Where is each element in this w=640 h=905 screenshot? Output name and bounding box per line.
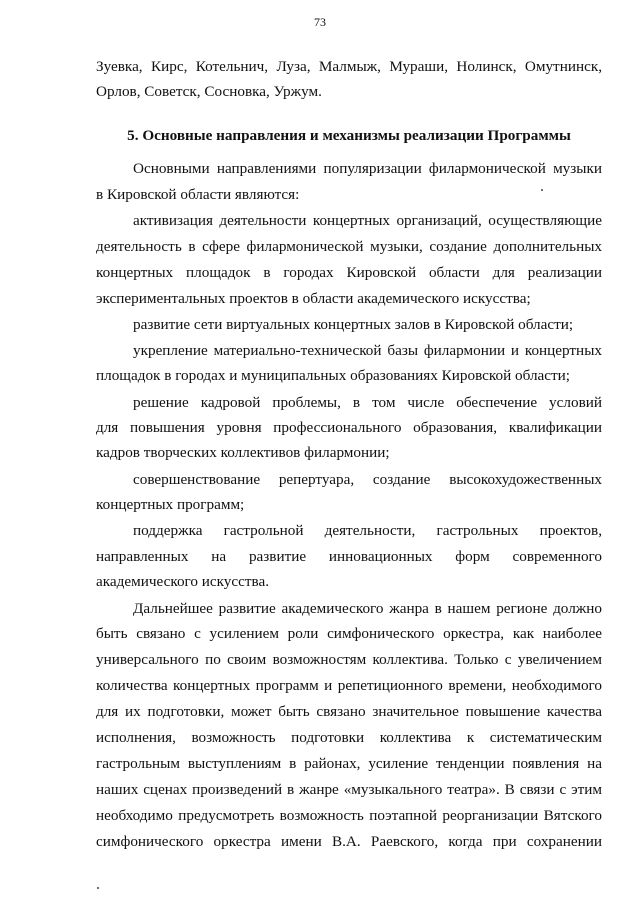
text-line: в Кировской области являются: bbox=[96, 186, 300, 203]
text-line: кадров творческих коллективов филармонии; bbox=[96, 444, 390, 461]
text-line: концертных программ; bbox=[96, 496, 245, 513]
page-number: 73 bbox=[314, 15, 326, 29]
text-line: активизация деятельности концертных организаций, осуществляющие bbox=[133, 212, 602, 229]
text-line: площадок в городах и муниципальных образованиях Кировской области; bbox=[96, 367, 571, 384]
text-line: укрепление материально-технической базы филармонии и концертных bbox=[133, 342, 602, 359]
text-line: совершенствование репертуара, создание высокохудожественных bbox=[133, 471, 602, 488]
text-line: количества концертных программ и репетиционного времени, необходимого bbox=[96, 677, 602, 694]
text-line: гастрольным выступлениям в районах, усиление тенденции появления на bbox=[96, 755, 602, 772]
text-line: Основными направлениями популяризации филармонической музыки bbox=[133, 160, 602, 177]
text-line: деятельность в сфере филармонической музыки, создание дополнительных bbox=[96, 238, 602, 255]
text-line: поддержка гастрольной деятельности, гастрольных проектов, bbox=[133, 522, 602, 539]
text-line: наших сценах произведений в жанре «музыкального театра». В связи с этим bbox=[96, 781, 602, 798]
text-line: развитие сети виртуальных концертных залов в Кировской области; bbox=[133, 316, 574, 333]
text-line: экспериментальных проектов в области академического искусства; bbox=[96, 290, 531, 307]
text-line: направленных на развитие инновационных форм современного bbox=[96, 548, 602, 565]
text-line: исполнения, возможность подготовки коллектива к систематическим bbox=[96, 729, 602, 746]
text-line: Дальнейшее развитие академического жанра в нашем регионе должно bbox=[133, 600, 602, 617]
text-line: для повышения уровня профессионального образования, квалификации bbox=[96, 419, 602, 436]
text-line: академического искусства. bbox=[96, 573, 270, 590]
text-line: быть связано с усилением роли симфонического оркестра, как наиболее bbox=[96, 625, 602, 642]
text-line: симфонического оркестра имени В.А. Раевского, когда при сохранении bbox=[96, 833, 602, 850]
scan-speck bbox=[97, 887, 99, 889]
text-line: Зуевка, Кирс, Котельнич, Луза, Малмыж, Мураши, Нолинск, Омутнинск, bbox=[96, 58, 602, 75]
section-heading: 5. Основные направления и механизмы реализации Программы bbox=[127, 127, 571, 144]
text-line: для их подготовки, может быть связано значительное повышение качества bbox=[96, 703, 602, 720]
text-line: универсального по своим возможностям коллектива. Только с увеличением bbox=[96, 651, 602, 668]
text-line: необходимо предусмотреть возможность поэтапной реорганизации Вятского bbox=[96, 807, 602, 824]
text-line: решение кадровой проблемы, в том числе обеспечение условий bbox=[133, 394, 602, 411]
text-line: концертных площадок в городах Кировской области для реализации bbox=[96, 264, 602, 281]
text-line: Орлов, Советск, Сосновка, Уржум. bbox=[96, 83, 322, 100]
scan-speck bbox=[541, 189, 543, 191]
